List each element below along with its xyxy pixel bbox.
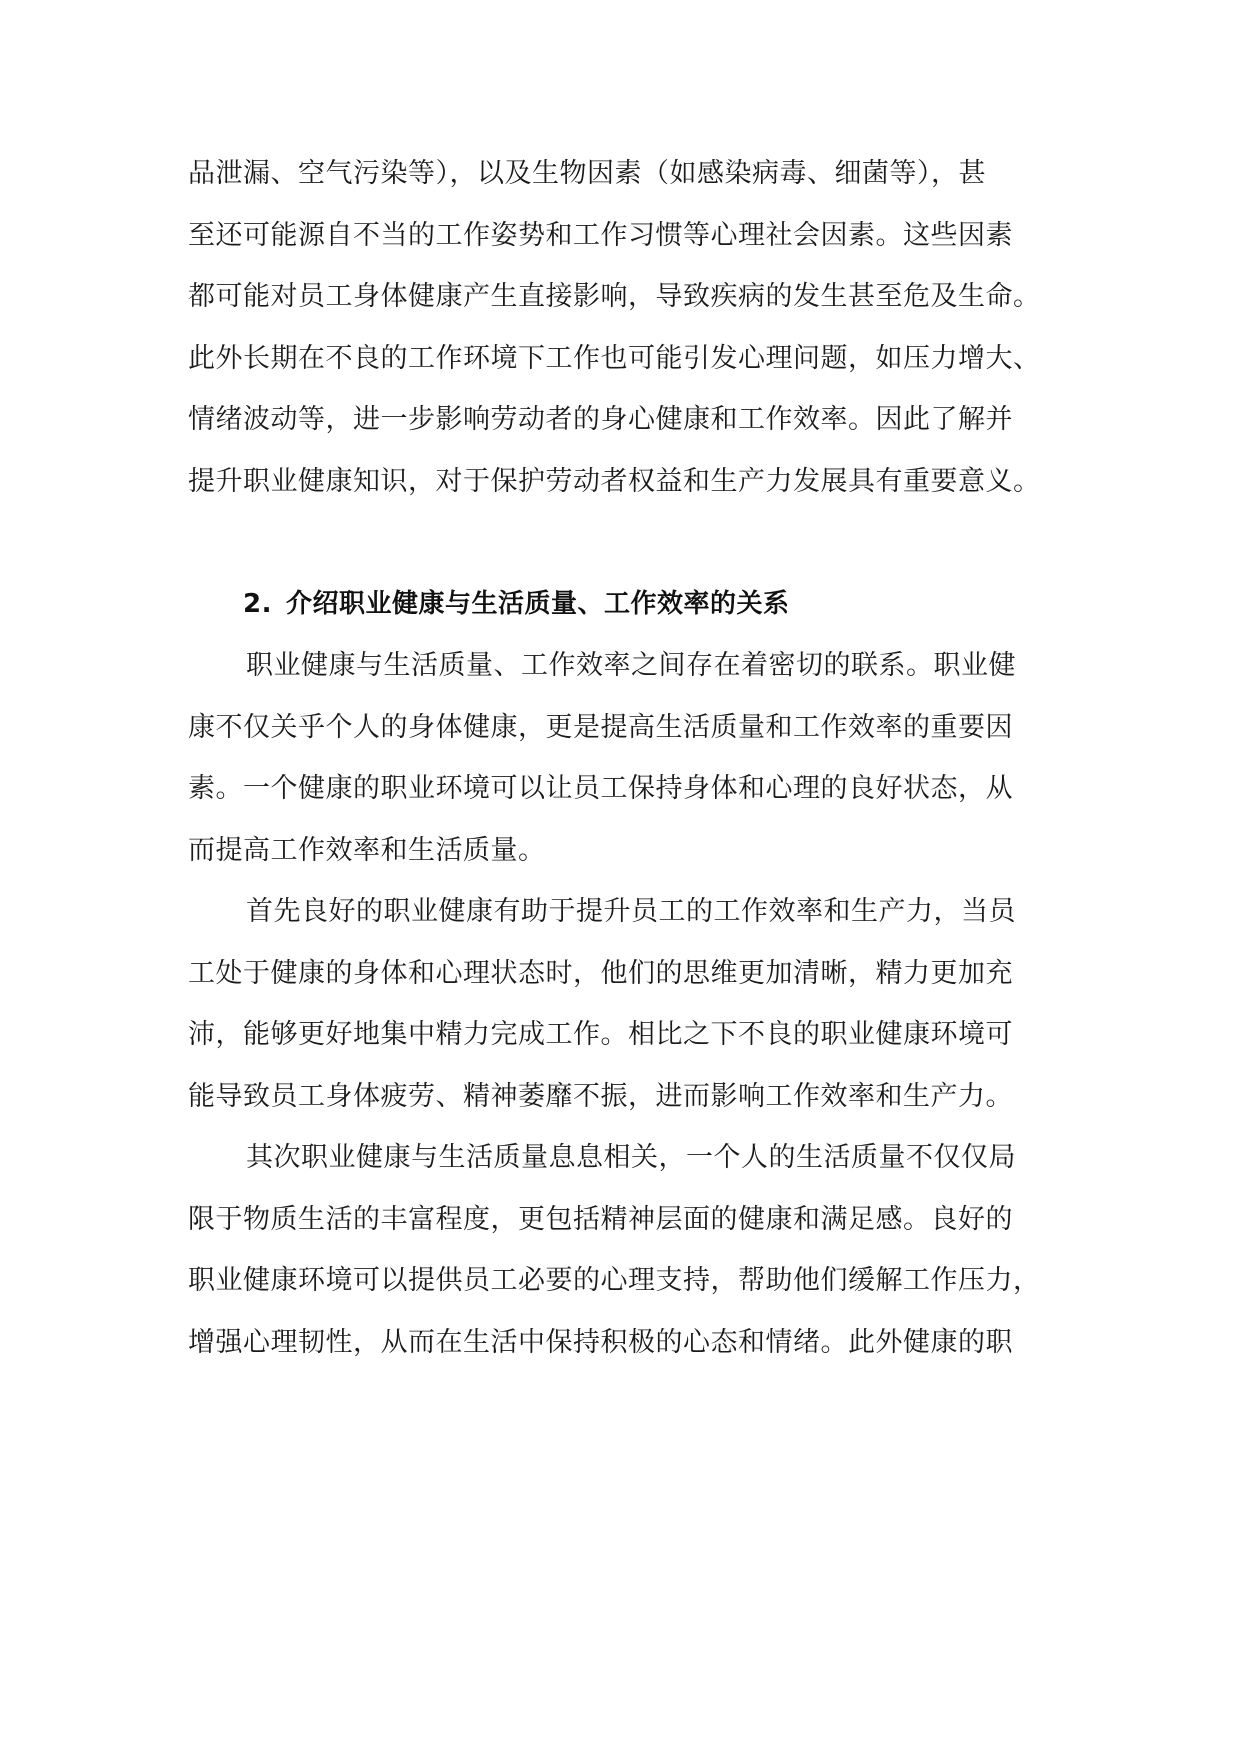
text-line: 沛，能够更好地集中精力完成工作。相比之下不良的职业健康环境可 — [188, 1019, 1013, 1050]
section-number: 2. — [243, 588, 272, 619]
text-line: 其次职业健康与生活质量息息相关，一个人的生活质量不仅仅局 — [246, 1142, 1016, 1173]
text-line: 康不仅关乎个人的身体健康，更是提高生活质量和工作效率的重要因 — [188, 711, 1013, 743]
section-heading — [188, 574, 1068, 636]
text-line: 首先良好的职业健康有助于提升员工的工作效率和生产力，当员 — [246, 896, 1016, 927]
paragraph-gap — [188, 512, 1068, 574]
text-line: 增强心理韧性，从而在生活中保持积极的心态和情绪。此外健康的职 — [188, 1326, 1013, 1358]
text-line: 提升职业健康知识，对于保护劳动者权益和生产力发展具有重要意义。 — [188, 465, 1041, 497]
paragraph-1 — [188, 635, 1068, 881]
text-line: 情绪波动等，进一步影响劳动者的身心健康和工作效率。因此了解并 — [188, 404, 1013, 435]
text-line: 职业健康环境可以提供员工必要的心理支持，帮助他们缓解工作压力， — [188, 1265, 1041, 1296]
paragraph-2 — [188, 881, 1068, 1127]
paragraph-continued — [188, 143, 1068, 512]
text-line: 都可能对员工身体健康产生直接影响，导致疾病的发生甚至危及生命。 — [188, 281, 1041, 312]
text-line: 品泄漏、空气污染等），以及生物因素（如感染病毒、细菌等），甚 — [188, 158, 986, 189]
text-line: 而提高工作效率和生活质量。 — [188, 834, 546, 866]
text-line: 素。一个健康的职业环境可以让员工保持身体和心理的良好状态，从 — [188, 773, 1013, 804]
text-line: 工处于健康的身体和心理状态时，他们的思维更加清晰，精力更加充 — [188, 957, 1013, 989]
text-line: 至还可能源自不当的工作姿势和工作习惯等心理社会因素。这些因素 — [188, 219, 1013, 251]
text-line: 能导致员工身体疲劳、精神萎靡不振，进而影响工作效率和生产力。 — [188, 1080, 1013, 1112]
paragraph-3 — [188, 1127, 1068, 1373]
body-text — [188, 143, 1068, 1373]
section-title: 介绍职业健康与生活质量、工作效率的关系 — [285, 588, 790, 619]
text-line: 职业健康与生活质量、工作效率之间存在着密切的联系。职业健 — [246, 650, 1016, 681]
text-line: 此外长期在不良的工作环境下工作也可能引发心理问题，如压力增大、 — [188, 342, 1041, 374]
text-line: 限于物质生活的丰富程度，更包括精神层面的健康和满足感。良好的 — [188, 1203, 1013, 1235]
